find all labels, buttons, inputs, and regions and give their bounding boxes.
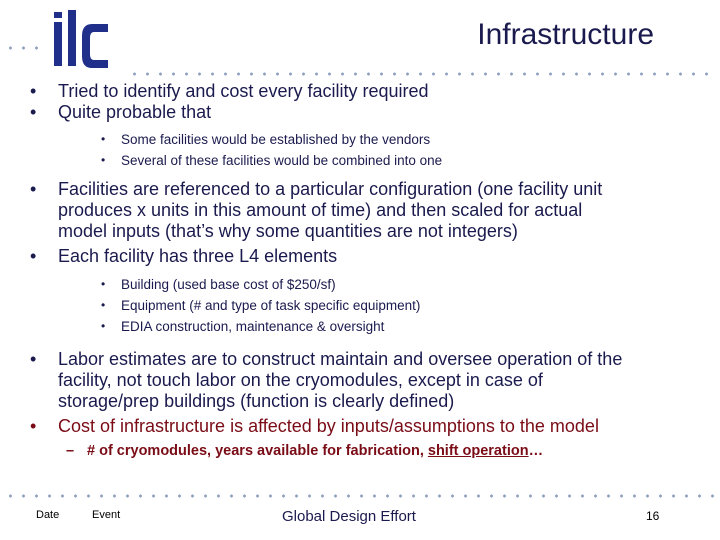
bullet-icon: •	[101, 319, 106, 333]
bullet-text-line: model inputs (that’s why some quantities are not integers)	[58, 221, 518, 241]
sub-item-ellipsis: …	[528, 443, 544, 459]
bullet-icon: •	[30, 349, 37, 369]
bullet-text-line: produces x units in this amount of time) and then scaled for actual	[58, 200, 583, 220]
bullet-text: Tried to identify and cost every facility required	[58, 81, 429, 101]
bullet-icon: •	[101, 153, 106, 167]
bullet-icon: •	[30, 102, 37, 122]
bullet-three-l4-elements	[28, 246, 708, 267]
bullet-text-line: storage/prep buildings (function is clearly defined)	[58, 391, 455, 411]
bullet-icon: •	[30, 81, 37, 101]
bullet-icon: •	[101, 132, 106, 146]
sub-item-text: # of cryomodules, years available for fabrication,	[87, 443, 428, 459]
slide-title: Infrastructure	[477, 18, 654, 51]
bullet-quite-probable	[28, 102, 708, 123]
footer-dots	[4, 494, 718, 498]
bullet-text-line: facility, not touch labor on the cryomodules, except in case of	[58, 370, 543, 390]
bullet-text-line: Labor estimates are to construct maintain and oversee operation of the	[58, 349, 623, 369]
bullet-icon: •	[30, 246, 37, 266]
sub-bullet-edia	[28, 316, 708, 337]
sub-bullet-combined	[28, 150, 708, 171]
page-number: 16	[646, 509, 660, 523]
sub-bullet-equipment	[28, 295, 708, 316]
sub-bullet-vendors	[28, 129, 708, 150]
ilc-logo-icon	[52, 8, 112, 74]
bullet-icon: •	[30, 179, 37, 199]
bullet-icon: •	[30, 416, 37, 436]
slide-body	[28, 81, 708, 462]
bullet-text: Each facility has three L4 elements	[58, 246, 338, 266]
sub-bullet-text: Several of these facilities would be combined into one	[121, 153, 443, 168]
bullet-identify-facilities	[28, 81, 708, 102]
bullet-text: Cost of infrastructure is affected by inputs/assumptions to the model	[58, 416, 599, 436]
footer-title: Global Design Effort	[282, 508, 416, 525]
header-dots-left	[4, 46, 48, 50]
shift-operation-link[interactable]: shift operation	[427, 443, 529, 459]
bullet-cost-affected	[28, 416, 708, 437]
sub-bullet-text: Some facilities would be established by the vendors	[121, 132, 431, 147]
bullet-labor-estimates	[28, 349, 708, 412]
bullet-text-line: Facilities are referenced to a particular configuration (one facility unit	[58, 179, 603, 199]
header-dots-right	[128, 72, 718, 76]
bullet-icon: •	[101, 298, 106, 312]
bullet-text: Quite probable that	[58, 102, 212, 122]
sub-item-cryomodules	[28, 441, 708, 462]
footer-date: Date	[36, 509, 60, 521]
sub-bullet-building	[28, 274, 708, 295]
sub-bullet-text: EDIA construction, maintenance & oversight	[121, 319, 385, 334]
bullet-icon: •	[101, 277, 106, 291]
sub-bullet-text: Equipment (# and type of task specific equipment)	[121, 298, 421, 313]
footer-event: Event	[92, 509, 121, 521]
bullet-facilities-referenced	[28, 179, 708, 242]
sub-bullet-text: Building (used base cost of $250/sf)	[121, 277, 336, 292]
dash-icon: –	[66, 443, 75, 459]
